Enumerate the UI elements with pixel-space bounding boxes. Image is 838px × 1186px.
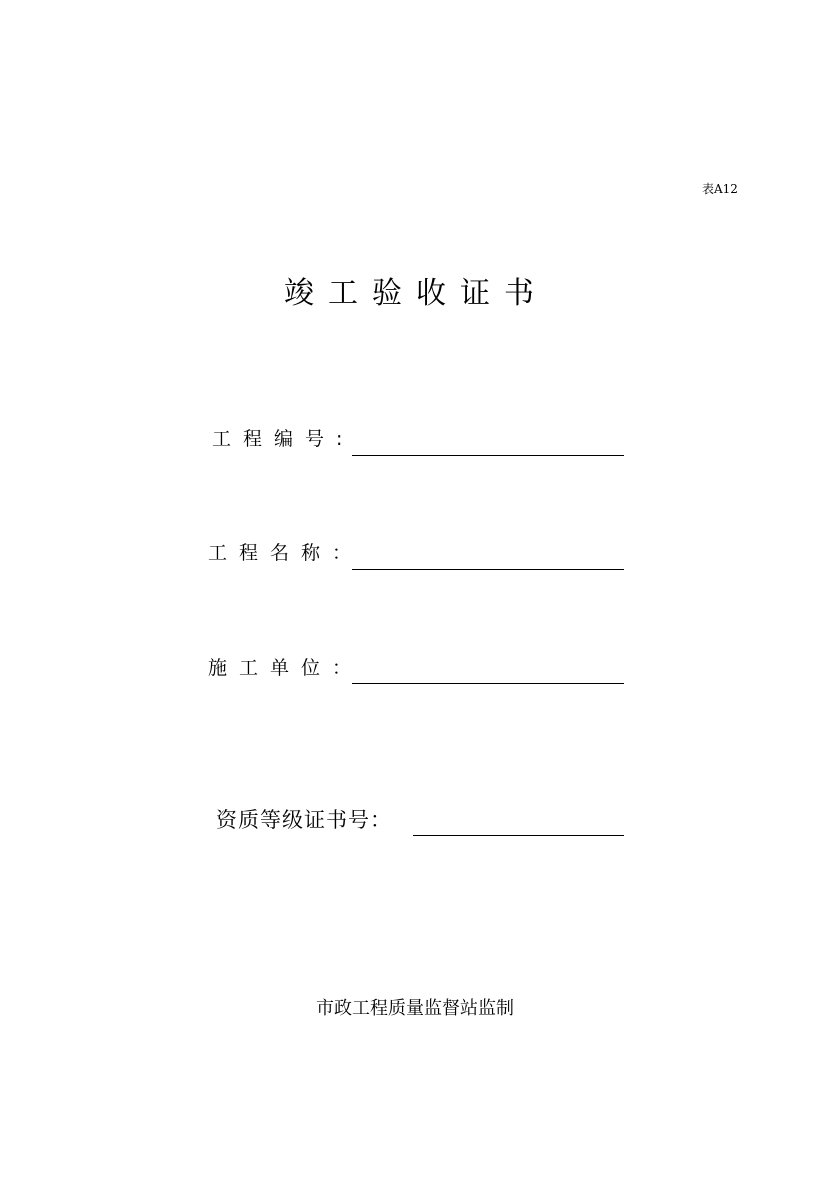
issuer-footer: 市政工程质量监督站监制 [316, 998, 514, 1019]
qualification-cert-field[interactable] [413, 835, 624, 836]
project-number-label: 工程编号: [212, 428, 355, 450]
page-title: 竣工验收证书 [284, 276, 548, 311]
construction-unit-field[interactable] [352, 683, 624, 684]
project-name-label: 工程名称： [208, 542, 364, 564]
project-name-field[interactable] [352, 569, 624, 570]
qualification-cert-label: 资质等级证书号： [216, 808, 392, 832]
project-number-field[interactable] [352, 455, 624, 456]
form-code: 表A12 [702, 182, 738, 196]
construction-unit-label: 施工单位： [208, 657, 364, 679]
